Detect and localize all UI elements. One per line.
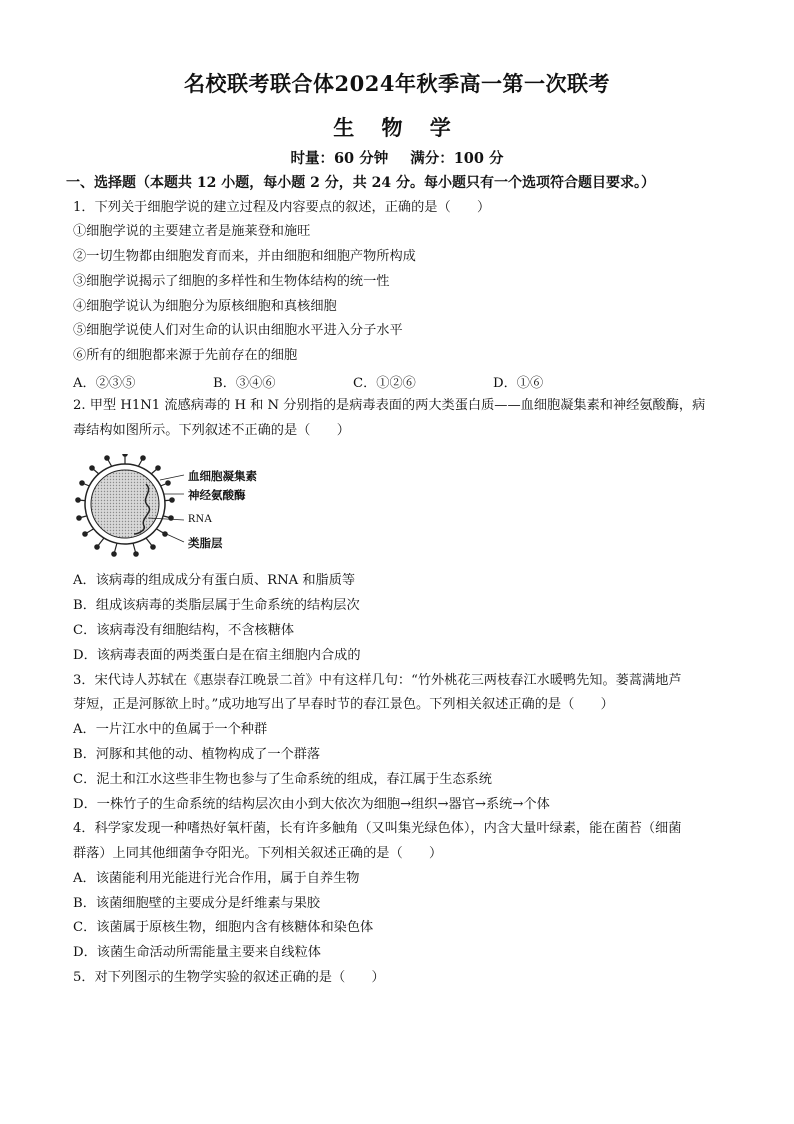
exam-title: 名校联考联合体2024年秋季高一第一次联考	[184, 71, 610, 96]
q1-item: ⑤细胞学说使人们对生命的认识由细胞水平进入分子水平	[73, 323, 403, 338]
q3-option-b[interactable]: B．河豚和其他的动、植物构成了一个群落	[73, 747, 321, 762]
virus-structure-figure	[70, 454, 290, 564]
section-heading: 一、选择题（本题共 12 小题，每小题 2 分，共 24 分。每小题只有一个选项符合题目要求。）	[66, 175, 655, 191]
q4-option-d[interactable]: D．该菌生命活动所需能量主要来自线粒体	[73, 945, 321, 960]
q3-option-a[interactable]: A．一片江水中的鱼属于一个种群	[73, 722, 268, 737]
q1-stem: 1．下列关于细胞学说的建立过程及内容要点的叙述，正确的是（ ）	[73, 200, 491, 215]
q4-option-a[interactable]: A．该菌能利用光能进行光合作用，属于自养生物	[73, 871, 360, 886]
q3-option-c[interactable]: C．泥土和江水这些非生物也参与了生命系统的组成，春江属于生态系统	[73, 772, 492, 787]
q1-option-d[interactable]: D．①⑥	[493, 376, 544, 391]
capsid-interior	[91, 470, 159, 538]
q1-option-b[interactable]: B．③④⑥	[213, 376, 276, 391]
q1-item: ⑥所有的细胞都来源于先前存在的细胞	[73, 348, 298, 363]
q1-option-a[interactable]: A．②③⑤	[73, 376, 136, 391]
q1-item: ①细胞学说的主要建立者是施莱登和施旺	[73, 224, 311, 239]
q5-stem: 5．对下列图示的生物学实验的叙述正确的是（ ）	[73, 970, 385, 985]
q2-option-c[interactable]: C．该病毒没有细胞结构，不含核糖体	[73, 623, 295, 638]
subject-title: 生 物 学	[333, 115, 461, 140]
q3-stem-line1: 3．宋代诗人苏轼在《惠崇春江晚景二首》中有这样几句：“竹外桃花三两枝春江水暖鸭先知。蒌蒿满地芦	[73, 673, 682, 688]
label-lipid-layer: 类脂层	[188, 536, 223, 550]
q1-option-c[interactable]: C．①②⑥	[353, 376, 416, 391]
q2-option-d[interactable]: D．该病毒表面的两类蛋白是在宿主细胞内合成的	[73, 648, 361, 663]
full-score: 满分：100 分	[410, 150, 504, 167]
q1-item: ②一切生物都由细胞发育而来，并由细胞和细胞产物所构成	[73, 249, 416, 264]
q3-option-d[interactable]: D．一株竹子的生命系统的结构层次由小到大依次为细胞→组织→器官→系统→个体	[73, 797, 550, 812]
q4-option-b[interactable]: B．该菌细胞壁的主要成分是纤维素与果胶	[73, 896, 321, 911]
q4-option-c[interactable]: C．该菌属于原核生物，细胞内含有核糖体和染色体	[73, 920, 374, 935]
label-hemagglutinin: 血细胞凝集素	[188, 469, 257, 483]
time-limit: 时量：60 分钟	[290, 150, 389, 167]
q2-option-a[interactable]: A．该病毒的组成成分有蛋白质、RNA 和脂质等	[73, 573, 356, 588]
q1-item: ③细胞学说揭示了细胞的多样性和生物体结构的统一性	[73, 274, 390, 289]
q2-option-b[interactable]: B．组成该病毒的类脂层属于生命系统的结构层次	[73, 598, 360, 613]
q2-stem-line2: 毒结构如图所示。下列叙述不正确的是（ ）	[73, 423, 350, 438]
exam-meta	[0, 147, 794, 168]
q3-stem-line2: 芽短，正是河豚欲上时。”成功地写出了早春时节的春江景色。下列相关叙述正确的是（ ）	[73, 697, 614, 712]
label-neuraminidase: 神经氨酸酶	[188, 488, 246, 502]
label-rna: RNA	[188, 513, 213, 525]
virus-diagram	[70, 454, 290, 564]
q1-item: ④细胞学说认为细胞分为原核细胞和真核细胞	[73, 299, 337, 314]
q4-stem-line1: 4．科学家发现一种嗜热好氧杆菌，长有许多触角（又叫集光绿色体），内含大量叶绿素，能在菌苔（细菌	[73, 821, 682, 836]
q4-stem-line2: 群落）上同其他细菌争夺阳光。下列相关叙述正确的是（ ）	[73, 846, 443, 861]
q2-stem-line1: 2. 甲型 H1N1 流感病毒的 H 和 N 分别指的是病毒表面的两大类蛋白质——血细胞凝集素和神经氨酸酶，病	[73, 398, 706, 413]
